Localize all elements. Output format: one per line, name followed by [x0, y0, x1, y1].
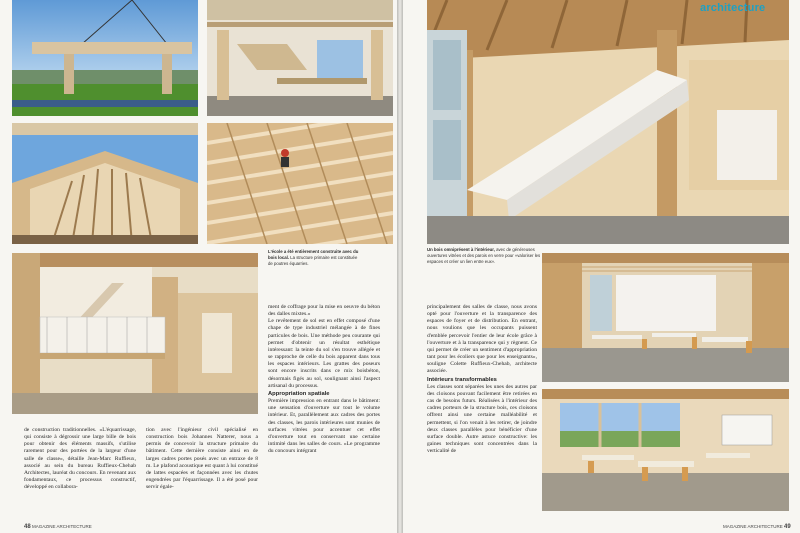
text-column-1 — [24, 427, 136, 521]
photo-roof-trusses — [12, 123, 198, 244]
text-column-4 — [427, 304, 537, 521]
caption-left-rest: La structure primaire est constituée de poutres équarries. — [268, 255, 358, 266]
column-2-text: tion avec l'ingénieur civil spécialisé en construction bois Johannes Natterer, nous a permis de concevoir la structure primaire du bâtiment. Cette dernière consiste ainsi en de larges cadres portes posés avec un entraxe de 8 m. Le plafond acoustique est quant à lui constitué de lattes espacées et façonnées avec les chutes engendrées par l'équarrissage. Il a été posé pour servir égale- — [146, 427, 258, 491]
section-tag: architecture — [700, 2, 766, 14]
photo-slab-joists — [207, 123, 393, 244]
folio-left-number: 48 — [24, 524, 31, 530]
column-1-text: de construction traditionnelles. «L'équarrissage, qui consiste à dégrossir une large bille de bois pour obtenir des éléments massifs, s'utilise rarement pour des portées de la largeur d'une salle de classe», détaille Jean-Marc Ruffieux, associé au sein du bureau Ruffieux-Chehab Architectes, lauréat du concours. En revenant aux fondamentaux, ce processus constructif, développé en collabora- — [24, 427, 136, 491]
folio-left-text: MAGAZINE ARCHITECTURE — [31, 524, 92, 529]
column-3-text-c: Première impression en entrant dans le bâtiment: une sensation d'ouverture sur tout le volume intérieur. Et, parallèlement aux cadres des portes des classes, les parois intérieures sont munies de surfaces vitrées pour accentuer cet effet d'ouverture tout en conservant une certaine intimité dans les salles de cours. «Le programme du concours intégrant — [268, 398, 380, 455]
column-4-text-b: Les classes sont séparées les unes des autres par des cloisons pouvant facilement être retirées en cas de besoins futurs. Réalisées à l'intérieur des cadres porteurs de la structure bois, ces cloisons offrent ainsi une certaine malléabilité et permettent, si l'on venait à les retirer, de joindre deux classes parallèles pour bénéficier d'une surface double. Autre astuce constructive: les gaines techniques sont concentrées dans la verticalité de — [427, 383, 537, 455]
caption-right-rest: avec de généreuses ouvertures vitrées et des parois en verre pour «valoriser les espaces et créer un lien entre eux». — [427, 247, 541, 264]
caption-left — [268, 249, 363, 267]
photo-atrium — [12, 253, 258, 414]
right-page — [403, 0, 800, 533]
folio-right-text: MAGAZINE ARCHITECTURE — [723, 524, 783, 529]
column-3-text-a: ment de coffrage pour la mise en oeuvre du béton des dalles mixtes.» — [268, 304, 380, 318]
caption-right-lead: Un bois omniprésent à l'intérieur, — [427, 247, 495, 252]
column-4-heading: Intérieurs transformables — [427, 376, 497, 383]
photo-classroom-2 — [542, 389, 789, 511]
text-column-2 — [146, 427, 258, 521]
photo-classroom-1 — [542, 253, 789, 382]
column-3-heading: Appropriation spatiale — [268, 390, 330, 397]
column-4-text: principalement des salles de classe, nous avons opté pour l'ouverture et la transparence des espaces de foyer et de distribution. En entrant, nous voulions que les occupants puissent d'emblée percevoir l'entier de leur école grâce à l'ouverture et à la transparence qui y règnent. Ce qui permet de créer un sentiment d'appropriation tant pour les écoliers que pour les enseignants», souligne Colette Ruffieux-Chehab, architecte associée. — [427, 304, 537, 375]
folio-right — [723, 524, 791, 530]
photo-interior-construction — [207, 0, 393, 116]
photo-crane-beam — [12, 0, 198, 116]
folio-right-number: 49 — [784, 524, 791, 530]
left-page — [0, 0, 397, 533]
caption-right — [427, 247, 542, 265]
column-3-text-b: Le revêtement de sol est en effet composé d'une chape de type industriel mélangée à de fines particules de bois. Une méthode peu courante qui permet d'obtenir un résultat esthétique intéressant: la teinte du sol s'en trouve allégée et se rapproche de celle du bois apparent dans tous les espaces intérieurs. Les grattes des poseurs sont encore inscrits dans ce mix boisbéton, désormais figés au sol, soulignant ainsi l'aspect artisanal du processus. — [268, 318, 380, 389]
text-column-3 — [268, 304, 380, 521]
photo-stair-hall — [427, 0, 789, 244]
caption-left-lead: L'école a été entièrement construite avec du bois local. — [268, 249, 359, 260]
folio-left — [24, 524, 92, 530]
